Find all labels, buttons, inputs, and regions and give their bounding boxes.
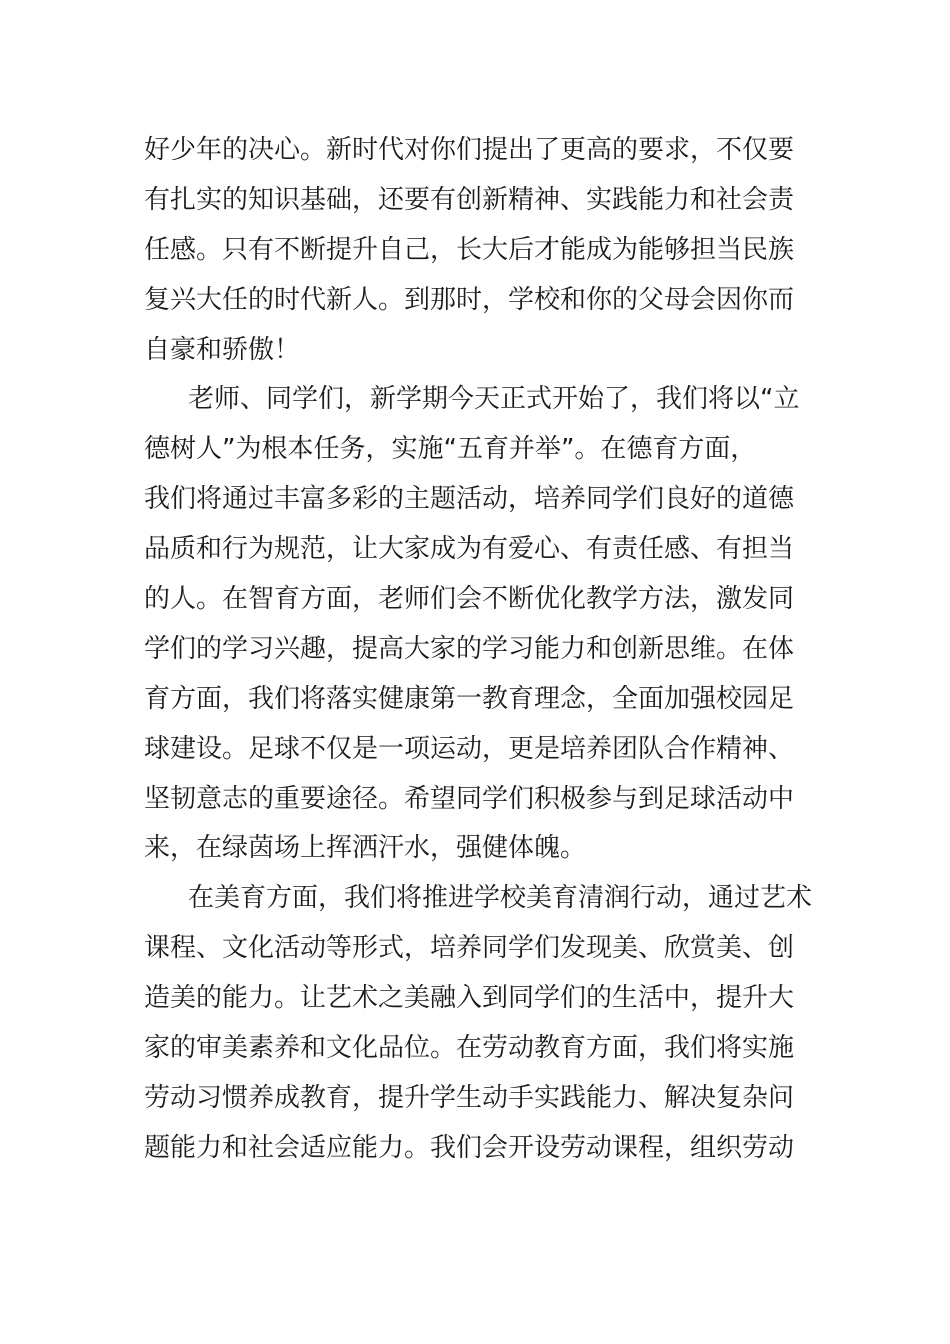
- text-line: 家的审美素养和文化品位。在劳动教育方面，我们将实施: [144, 1033, 795, 1064]
- text-line: 来，在绿茵场上挥洒汗水，强健体魄。: [144, 833, 587, 864]
- text-line: 自豪和骄傲！: [144, 334, 301, 365]
- text-line: 有扎实的知识基础，还要有创新精神、实践能力和社会责: [144, 184, 795, 215]
- text-line: 育方面，我们将落实健康第一教育理念，全面加强校园足: [144, 683, 795, 714]
- body-text: [144, 126, 813, 1174]
- text-line: 坚韧意志的重要途径。希望同学们积极参与到足球活动中: [144, 783, 795, 814]
- paragraph-3: [144, 874, 813, 1173]
- text-line: 品质和行为规范，让大家成为有爱心、有责任感、有担当: [144, 534, 795, 565]
- text-line: 劳动习惯养成教育，提升学生动手实践能力、解决复杂问: [144, 1082, 795, 1113]
- text-line: 我们将通过丰富多彩的主题活动，培养同学们良好的道德: [144, 484, 795, 515]
- paragraph-1: [144, 126, 804, 375]
- text-line: 课程、文化活动等形式，培养同学们发现美、欣赏美、创: [144, 933, 795, 964]
- paragraph-2: [144, 375, 804, 874]
- text-line: 学们的学习兴趣，提高大家的学习能力和创新思维。在体: [144, 633, 795, 664]
- text-line: 造美的能力。让艺术之美融入到同学们的生活中，提升大: [144, 983, 795, 1014]
- text-line: 任感。只有不断提升自己，长大后才能成为能够担当民族: [144, 234, 795, 265]
- text-line: 题能力和社会适应能力。我们会开设劳动课程，组织劳动: [144, 1132, 795, 1163]
- text-line: 好少年的决心。新时代对你们提出了更高的要求，不仅要: [144, 135, 795, 165]
- text-line: 德树人”为根本任务，实施“五育并举”。在德育方面，: [144, 434, 757, 465]
- text-line: 的人。在智育方面，老师们会不断优化教学方法，激发同: [144, 584, 795, 615]
- text-line: 老师、同学们，新学期今天正式开始了，我们将以“立: [188, 384, 800, 415]
- text-line: 在美育方面，我们将推进学校美育清润行动，通过艺术: [188, 883, 813, 914]
- text-line: 复兴大任的时代新人。到那时，学校和你的父母会因你而: [144, 284, 795, 315]
- text-line: 球建设。足球不仅是一项运动，更是培养团队合作精神、: [144, 733, 795, 764]
